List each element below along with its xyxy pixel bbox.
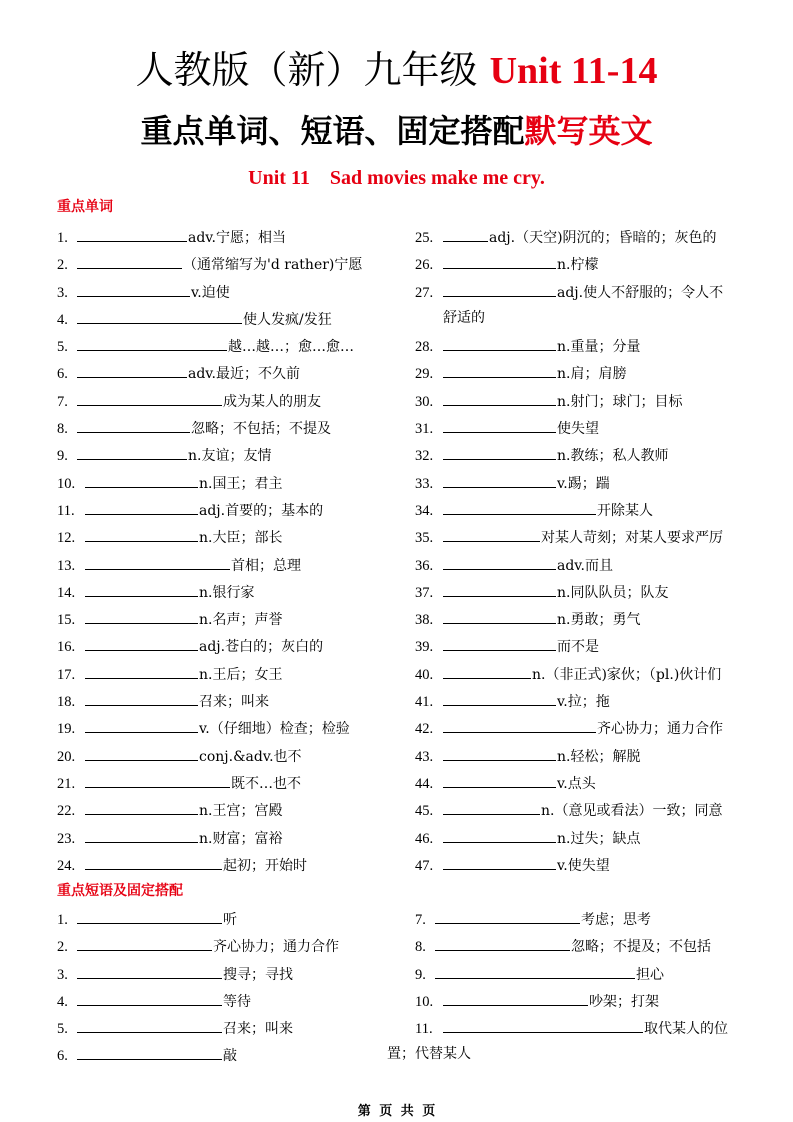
item-meaning: 召来；叫来: [199, 694, 269, 711]
item-row: [415, 390, 745, 417]
item-meaning: n.王后；女王: [199, 666, 283, 683]
item-row: [415, 444, 745, 471]
answer-blank[interactable]: [443, 663, 531, 679]
answer-blank[interactable]: [85, 581, 198, 597]
item-number: 40.: [415, 666, 434, 683]
item-row: [57, 581, 387, 608]
item-meaning: 首相；总理: [231, 557, 301, 574]
answer-blank[interactable]: [443, 390, 556, 406]
item-meaning: adj.使人不舒服的；令人不: [557, 284, 724, 301]
item-row: [415, 690, 745, 717]
item-row: [57, 827, 387, 854]
item-number: 6.: [57, 1048, 68, 1065]
item-meaning: n.（意见或看法）一致；同意: [541, 803, 723, 820]
words-heading: 重点单词: [57, 199, 113, 215]
item-meaning: 担心: [636, 966, 664, 983]
answer-blank[interactable]: [85, 526, 198, 542]
item-row: [415, 745, 745, 772]
item-number: 10.: [415, 993, 434, 1010]
answer-blank[interactable]: [85, 472, 198, 488]
answer-blank[interactable]: [77, 335, 227, 351]
item-meaning: 起初；开始时: [223, 857, 307, 874]
item-number: 11.: [57, 502, 75, 519]
item-number: 12.: [57, 530, 76, 547]
item-row: [57, 963, 387, 990]
answer-blank[interactable]: [443, 827, 556, 843]
answer-blank[interactable]: [443, 717, 596, 733]
item-meaning: v.点头: [557, 775, 596, 792]
item-meaning: 敲: [223, 1048, 237, 1065]
answer-blank[interactable]: [443, 581, 556, 597]
item-row: [415, 581, 745, 608]
answer-blank[interactable]: [443, 799, 540, 815]
item-number: 47.: [415, 857, 434, 874]
item-row: [415, 608, 745, 635]
item-row: [57, 526, 387, 553]
answer-blank[interactable]: [77, 417, 190, 433]
answer-blank[interactable]: [85, 554, 230, 570]
item-number: 7.: [57, 393, 68, 410]
item-row: [57, 745, 387, 772]
answer-blank[interactable]: [85, 690, 198, 706]
item-number: 39.: [415, 639, 434, 656]
answer-blank[interactable]: [443, 499, 596, 515]
item-meaning: 成为某人的朋友: [223, 393, 321, 410]
item-meaning: 听: [223, 912, 237, 928]
item-meaning: 对某人苛刻；对某人要求严厉: [541, 530, 723, 547]
answer-blank[interactable]: [443, 635, 556, 651]
item-row: [57, 690, 387, 717]
item-number: 4.: [57, 311, 68, 328]
item-row: [415, 554, 745, 581]
words-left-column: [57, 226, 387, 881]
item-number: 36.: [415, 557, 434, 574]
item-number: 16.: [57, 639, 76, 656]
item-row: [57, 854, 387, 881]
item-row: [415, 253, 745, 280]
answer-blank[interactable]: [443, 335, 556, 351]
item-meaning: n.过失；缺点: [557, 830, 641, 847]
subtitle-red: 默写英文: [524, 112, 653, 150]
answer-blank[interactable]: [443, 281, 556, 297]
item-row: [415, 663, 745, 690]
item-number: 4.: [57, 993, 68, 1010]
item-number: 19.: [57, 721, 76, 738]
answer-blank[interactable]: [77, 963, 222, 979]
item-row: [415, 526, 745, 553]
item-meaning: adv.而且: [557, 557, 614, 574]
answer-blank[interactable]: [443, 1017, 643, 1033]
answer-blank[interactable]: [443, 253, 556, 269]
item-meaning: n.王宫；宫殿: [199, 803, 283, 820]
answer-blank[interactable]: [443, 854, 556, 870]
item-meaning: 忽略；不提及；不包括: [571, 939, 711, 956]
item-meaning: n.肩；肩膀: [557, 366, 627, 383]
item-row: [57, 390, 387, 417]
item-meaning: 而不是: [557, 639, 599, 656]
answer-blank[interactable]: [77, 253, 182, 269]
item-row: [57, 472, 387, 499]
answer-blank[interactable]: [443, 417, 556, 433]
item-number: 15.: [57, 612, 76, 629]
item-row: [415, 335, 745, 362]
answer-blank[interactable]: [443, 526, 540, 542]
answer-blank[interactable]: [443, 226, 488, 242]
item-number: 8.: [57, 421, 68, 438]
item-meaning: v.踢；踹: [557, 475, 610, 492]
item-number: 3.: [57, 284, 68, 301]
item-number: 5.: [57, 339, 68, 356]
item-number: 13.: [57, 557, 76, 574]
item-row: [57, 417, 387, 444]
unit-title: Unit 11 Sad movies make me cry.: [248, 167, 545, 189]
item-meaning-continued: 舒适的: [443, 309, 485, 326]
answer-blank[interactable]: [443, 362, 556, 378]
item-row: [415, 908, 745, 935]
item-row: [415, 772, 745, 799]
item-row: [57, 990, 387, 1017]
item-row: [415, 472, 745, 499]
item-row: [415, 827, 745, 854]
item-meaning: v.拉；拖: [557, 694, 610, 711]
answer-blank[interactable]: [77, 444, 187, 460]
answer-blank[interactable]: [443, 690, 556, 706]
item-row: [415, 635, 745, 662]
item-number: 25.: [415, 230, 434, 246]
answer-blank[interactable]: [85, 827, 198, 843]
item-row: [415, 935, 745, 962]
item-meaning: n.教练；私人教师: [557, 448, 669, 465]
item-meaning: adv.最近；不久前: [188, 366, 301, 383]
item-number: 22.: [57, 803, 76, 820]
item-number: 1.: [57, 912, 68, 928]
item-number: 29.: [415, 366, 434, 383]
item-meaning: 齐心协力；通力合作: [213, 939, 339, 956]
item-meaning: 取代某人的位: [644, 1021, 728, 1038]
item-meaning: 越…越…；愈…愈…: [228, 339, 354, 356]
answer-blank[interactable]: [443, 472, 556, 488]
item-meaning: n.银行家: [199, 584, 255, 601]
item-number: 7.: [415, 912, 426, 928]
answer-blank[interactable]: [77, 308, 242, 324]
answer-blank[interactable]: [77, 390, 222, 406]
answer-blank[interactable]: [443, 444, 556, 460]
item-row: [57, 335, 387, 362]
item-row: [415, 417, 745, 444]
item-meaning: 既不…也不: [231, 775, 301, 792]
item-meaning: v.使失望: [557, 857, 610, 874]
item-meaning: n.勇敢；勇气: [557, 612, 641, 629]
item-number: 10.: [57, 475, 76, 492]
item-number: 24.: [57, 857, 76, 874]
phrases-right-column: [387, 908, 745, 1072]
item-meaning: n.国王；君主: [199, 475, 283, 492]
item-row: [57, 799, 387, 826]
title-unit-range: Unit 11-14: [489, 50, 658, 92]
answer-blank[interactable]: [443, 745, 556, 761]
answer-blank[interactable]: [77, 281, 190, 297]
item-meaning: 齐心协力；通力合作: [597, 721, 723, 738]
item-meaning: 忽略；不包括；不提及: [191, 421, 331, 438]
item-number: 38.: [415, 612, 434, 629]
item-number: 42.: [415, 721, 434, 738]
item-meaning: adj.苍白的；灰白的: [199, 639, 324, 656]
item-number: 8.: [415, 939, 426, 956]
answer-blank[interactable]: [77, 226, 187, 242]
answer-blank[interactable]: [85, 499, 198, 515]
item-meaning-continued: 置；代替某人: [387, 1046, 471, 1063]
words-right-column: [415, 226, 745, 881]
answer-blank[interactable]: [77, 990, 222, 1006]
title-cn: 人教版（新）九年级: [135, 48, 490, 92]
item-meaning: （通常缩写为'd rather)宁愿: [183, 257, 363, 274]
item-row: [415, 226, 745, 253]
item-row: [57, 308, 387, 335]
item-meaning: n.轻松；解脱: [557, 748, 641, 765]
item-number: 44.: [415, 775, 434, 792]
item-meaning: n.（非正式)家伙；（pl.)伙计们: [532, 666, 722, 683]
item-meaning: n.重量；分量: [557, 339, 641, 356]
item-number: 26.: [415, 257, 434, 274]
page-subtitle: [0, 110, 793, 152]
item-number: 3.: [57, 966, 68, 983]
item-row: [415, 990, 745, 1017]
item-number: 27.: [415, 284, 434, 301]
item-number: 23.: [57, 830, 76, 847]
item-row: [57, 281, 387, 308]
item-number: 43.: [415, 748, 434, 765]
item-number: 35.: [415, 530, 434, 547]
phrases-heading: 重点短语及固定搭配: [57, 883, 183, 899]
subtitle-black: 重点单词、短语、固定搭配: [140, 112, 525, 150]
item-meaning: v.迫使: [191, 284, 230, 301]
answer-blank[interactable]: [443, 772, 556, 788]
item-number: 31.: [415, 421, 434, 438]
item-number: 21.: [57, 775, 76, 792]
item-row: [57, 935, 387, 962]
answer-blank[interactable]: [77, 362, 187, 378]
item-meaning: adj.首要的；基本的: [199, 502, 324, 519]
item-meaning: n.友谊；友情: [188, 448, 272, 465]
item-meaning: 考虑；思考: [581, 912, 651, 928]
answer-blank[interactable]: [85, 663, 198, 679]
item-number: 37.: [415, 584, 434, 601]
answer-blank[interactable]: [85, 635, 198, 651]
item-number: 2.: [57, 939, 68, 956]
answer-blank[interactable]: [443, 608, 556, 624]
page-footer: 第 页 共 页: [357, 1104, 436, 1119]
answer-blank[interactable]: [77, 1017, 222, 1033]
item-row: [57, 663, 387, 690]
item-number: 14.: [57, 584, 76, 601]
item-row: [415, 799, 745, 826]
answer-blank[interactable]: [443, 554, 556, 570]
item-meaning: 召来；叫来: [223, 1021, 293, 1038]
answer-blank[interactable]: [85, 772, 230, 788]
item-row: [415, 854, 745, 881]
item-meaning: 使失望: [557, 421, 599, 438]
item-row: [57, 1017, 387, 1044]
item-row: [57, 908, 387, 935]
item-meaning: adj.（天空)阴沉的；昏暗的；灰色的: [489, 230, 717, 246]
item-meaning: v.（仔细地）检查；检验: [199, 721, 350, 738]
answer-blank[interactable]: [435, 963, 635, 979]
item-meaning: n.大臣；部长: [199, 530, 283, 547]
item-number: 11.: [415, 1021, 433, 1038]
item-row: [415, 362, 745, 389]
item-meaning: 等待: [223, 993, 251, 1010]
item-row: [57, 444, 387, 471]
item-number: 2.: [57, 257, 68, 274]
answer-blank[interactable]: [85, 608, 198, 624]
answer-blank[interactable]: [85, 717, 198, 733]
item-meaning: n.同队队员；队友: [557, 584, 669, 601]
item-meaning: n.财富；富裕: [199, 830, 283, 847]
item-number: 32.: [415, 448, 434, 465]
item-row: [57, 1044, 387, 1071]
item-number: 41.: [415, 694, 434, 711]
item-meaning: 开除某人: [597, 502, 653, 519]
item-row: [57, 362, 387, 389]
item-row: [57, 499, 387, 526]
item-number: 20.: [57, 748, 76, 765]
item-number: 34.: [415, 502, 434, 519]
item-meaning: 吵架；打架: [589, 993, 659, 1010]
item-number: 33.: [415, 475, 434, 492]
item-meaning: 使人发疯/发狂: [243, 311, 332, 328]
item-row: [415, 717, 745, 744]
item-row: [57, 608, 387, 635]
item-number: 30.: [415, 393, 434, 410]
answer-blank[interactable]: [435, 908, 580, 924]
item-row: [415, 1017, 745, 1044]
answer-blank[interactable]: [77, 908, 222, 924]
item-row: [57, 253, 387, 280]
item-row: [415, 499, 745, 526]
answer-blank[interactable]: [85, 745, 198, 761]
item-row: [415, 963, 745, 990]
item-row: [57, 554, 387, 581]
answer-blank[interactable]: [443, 990, 588, 1006]
answer-blank[interactable]: [77, 1044, 222, 1060]
item-row: [57, 772, 387, 799]
item-number: 1.: [57, 230, 68, 246]
answer-blank[interactable]: [85, 799, 198, 815]
item-number: 17.: [57, 666, 76, 683]
item-meaning: n.名声；声誉: [199, 612, 283, 629]
item-row: [415, 281, 745, 308]
item-number: 5.: [57, 1021, 68, 1038]
item-meaning: conj.&adv.也不: [199, 748, 302, 765]
item-number: 9.: [415, 966, 426, 983]
item-meaning: adv.宁愿；相当: [188, 230, 287, 246]
item-row: [57, 635, 387, 662]
item-meaning: n.射门；球门；目标: [557, 393, 683, 410]
page-title: [0, 48, 793, 93]
answer-blank[interactable]: [435, 935, 570, 951]
item-number: 28.: [415, 339, 434, 356]
item-meaning: 搜寻；寻找: [223, 966, 293, 983]
item-number: 46.: [415, 830, 434, 847]
item-meaning: n.柠檬: [557, 257, 599, 274]
item-number: 6.: [57, 366, 68, 383]
phrases-left-column: [57, 908, 387, 1072]
item-row: [57, 717, 387, 744]
answer-blank[interactable]: [77, 935, 212, 951]
answer-blank[interactable]: [85, 854, 222, 870]
item-number: 9.: [57, 448, 68, 465]
item-row: [57, 226, 387, 253]
item-number: 18.: [57, 694, 76, 711]
item-number: 45.: [415, 803, 434, 820]
